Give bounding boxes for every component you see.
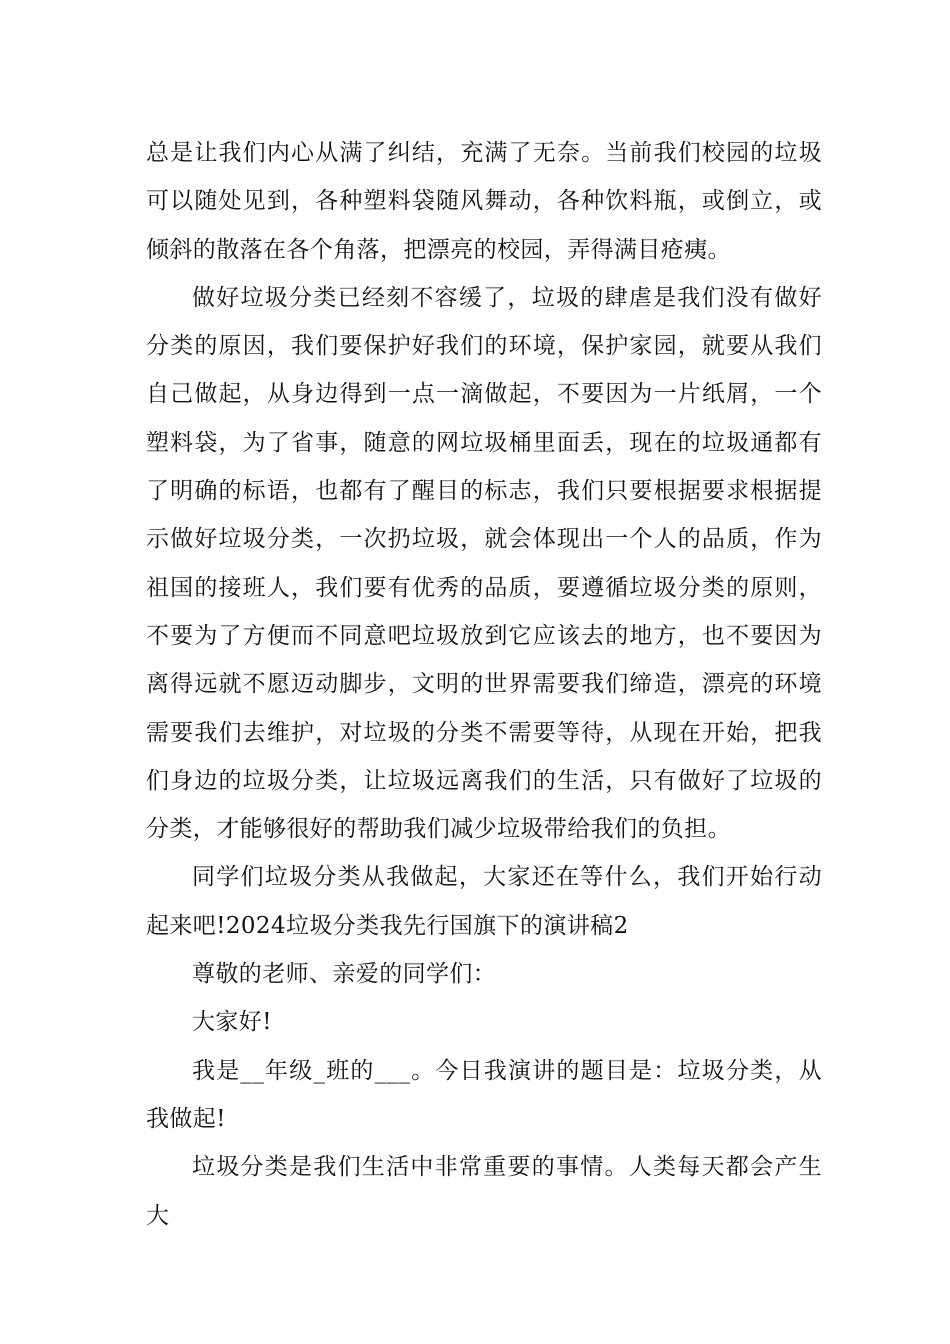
paragraph-4: 尊敬的老师、亲爱的同学们： (192, 961, 497, 988)
paragraph-2: 做好垃圾分类已经刻不容缓了，垃圾的肆虐是我们没有做好分类的原因，我们要保护好我们的环境，保护家园，就要从我们自己做起，从身边得到一点一滴做起，不要因为一片纸屑，一个塑料袋，为了省事，随意的网垃圾桶里面丢，现在的垃圾通都有了明确的标语，也都有了醒目的标志，我们只要根据要求根据提示做好垃圾分类，一次扔垃圾，就会体现出一个人的品质，作为祖国的接班人，我们要有优秀的品质，要遵循垃圾分类的原则，不要为了方便而不同意吧垃圾放到它应该去的地方，也不要因为离得远就不愿迈动脚步，文明的世界需要我们缔造，漂亮的环境需要我们去维护，对垃圾的分类不需要等待，从现在开始，把我们身边的垃圾分类，让垃圾远离我们的生活，只有做好了垃圾的分类，才能够很好的帮助我们减少垃圾带给我们的负担。 (146, 284, 822, 843)
paragraph-3: 同学们垃圾分类从我做起，大家还在等什么，我们开始行动起来吧!2024垃圾分类我先行国旗下的演讲稿2 (146, 864, 822, 939)
paragraph-1: 总是让我们内心从满了纠结，充满了无奈。当前我们校园的垃圾可以随处见到，各种塑料袋随风舞动，各种饮料瓶，或倒立，或倾斜的散落在各个角落，把漂亮的校园，弄得满目疮痍。 (146, 140, 822, 263)
paragraph-6: 我是__年级_班的___。今日我演讲的题目是：垃圾分类，从我做起! (146, 1057, 822, 1132)
paragraph-7: 垃圾分类是我们生活中非常重要的事情。人类每天都会产生大 (146, 1154, 822, 1229)
document-body (146, 129, 822, 1240)
paragraph-5: 大家好! (192, 1009, 272, 1036)
